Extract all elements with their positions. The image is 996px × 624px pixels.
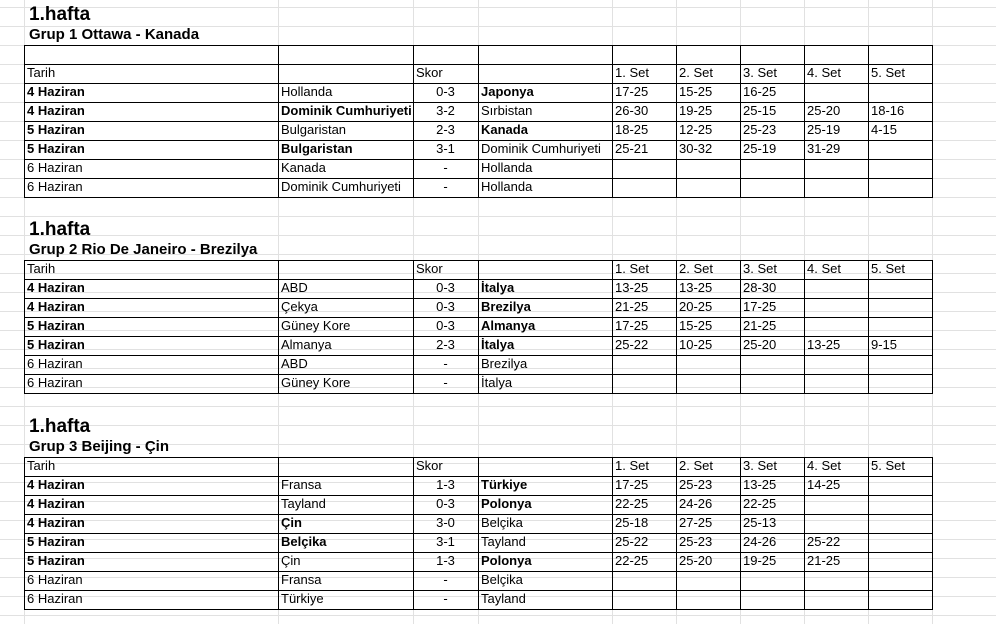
set-score-3[interactable] xyxy=(740,178,804,197)
header-set-5[interactable]: 5. Set xyxy=(871,261,905,276)
set-score-3[interactable]: 24-26 xyxy=(743,534,777,549)
away-team[interactable]: Türkiye xyxy=(481,477,528,492)
away-team[interactable]: Brezilya xyxy=(481,356,528,371)
cell-border xyxy=(478,457,479,610)
set-score-4[interactable]: 13-25 xyxy=(807,337,841,352)
cell-border xyxy=(612,260,613,394)
header-set-5[interactable]: 5. Set xyxy=(871,458,905,473)
set-score-4[interactable] xyxy=(804,178,868,197)
set-score-1[interactable]: 25-18 xyxy=(615,515,649,530)
cell-border xyxy=(278,457,279,610)
match-score[interactable]: 0-3 xyxy=(436,280,455,295)
set-score-3[interactable]: 21-25 xyxy=(743,318,777,333)
cell-border xyxy=(932,45,933,198)
set-score-2[interactable]: 25-23 xyxy=(679,534,713,549)
set-score-2[interactable]: 30-32 xyxy=(679,141,713,156)
set-score-5[interactable] xyxy=(868,355,932,374)
set-score-1[interactable]: 26-30 xyxy=(615,103,649,118)
cell-border xyxy=(278,260,279,394)
gridline xyxy=(0,406,996,407)
set-score-4[interactable]: 25-19 xyxy=(807,122,841,137)
cell-border xyxy=(478,45,479,198)
away-team[interactable]: Hollanda xyxy=(481,160,533,175)
away-team[interactable]: Dominik Cumhuriyeti xyxy=(481,141,601,156)
home-team[interactable]: Dominik Cumhuriyeti xyxy=(281,179,401,194)
group-title[interactable]: Grup 1 Ottawa - Kanada xyxy=(29,26,200,43)
header-date[interactable]: Tarih xyxy=(27,65,56,80)
set-score-2[interactable] xyxy=(676,178,740,197)
match-date[interactable]: 5 Haziran xyxy=(27,534,85,549)
match-score[interactable]: - xyxy=(443,375,448,390)
set-score-3[interactable]: 19-25 xyxy=(743,553,777,568)
cell-border xyxy=(24,260,25,394)
set-score-2[interactable]: 15-25 xyxy=(679,318,713,333)
match-date[interactable]: 4 Haziran xyxy=(27,84,85,99)
cell-border xyxy=(740,260,741,394)
set-score-5[interactable]: 9-15 xyxy=(871,337,898,352)
set-score-4[interactable] xyxy=(804,514,868,533)
home-team[interactable]: Dominik Cumhuriyeti xyxy=(281,103,412,118)
match-date[interactable]: 6 Haziran xyxy=(27,572,83,587)
cell-border xyxy=(932,260,933,394)
set-score-3[interactable] xyxy=(740,355,804,374)
match-score[interactable]: - xyxy=(443,572,448,587)
set-score-1[interactable] xyxy=(612,571,676,590)
set-score-4[interactable] xyxy=(804,590,868,609)
away-team[interactable]: Japonya xyxy=(481,84,534,99)
set-score-1[interactable] xyxy=(612,355,676,374)
set-score-5[interactable] xyxy=(868,298,932,317)
match-score[interactable]: 0-3 xyxy=(436,318,455,333)
home-team[interactable]: ABD xyxy=(281,356,308,371)
set-score-5[interactable] xyxy=(868,178,932,197)
cell-border xyxy=(868,457,869,610)
home-team[interactable]: Güney Kore xyxy=(281,375,351,390)
set-score-3[interactable]: 25-23 xyxy=(743,122,777,137)
set-score-5[interactable] xyxy=(868,159,932,178)
set-score-1[interactable]: 17-25 xyxy=(615,477,649,492)
set-score-2[interactable]: 10-25 xyxy=(679,337,713,352)
cell-border xyxy=(804,45,805,198)
match-score[interactable]: 2-3 xyxy=(436,122,455,137)
away-team[interactable]: Hollanda xyxy=(481,179,533,194)
header-set-2[interactable]: 2. Set xyxy=(679,261,713,276)
home-team[interactable]: Bulgaristan xyxy=(281,122,347,137)
match-score[interactable]: 0-3 xyxy=(436,496,455,511)
home-team[interactable]: Türkiye xyxy=(281,591,324,606)
set-score-4[interactable] xyxy=(804,317,868,336)
match-score[interactable]: 3-1 xyxy=(436,141,455,156)
set-score-2[interactable]: 25-20 xyxy=(679,553,713,568)
set-score-4[interactable] xyxy=(804,495,868,514)
set-score-5[interactable] xyxy=(868,571,932,590)
set-score-2[interactable] xyxy=(676,374,740,393)
match-score[interactable]: 3-2 xyxy=(436,103,455,118)
set-score-2[interactable]: 27-25 xyxy=(679,515,713,530)
away-team[interactable]: Tayland xyxy=(481,591,526,606)
home-team[interactable]: Çin xyxy=(281,553,301,568)
set-score-3[interactable] xyxy=(740,374,804,393)
set-score-1[interactable]: 22-25 xyxy=(615,496,649,511)
set-score-5[interactable] xyxy=(868,374,932,393)
set-score-2[interactable] xyxy=(676,590,740,609)
gridline xyxy=(0,216,996,217)
away-team[interactable]: Tayland xyxy=(481,534,526,549)
home-team[interactable]: Belçika xyxy=(281,534,327,549)
set-score-4[interactable]: 14-25 xyxy=(807,477,841,492)
header-score[interactable]: Skor xyxy=(416,458,443,473)
match-date[interactable]: 5 Haziran xyxy=(27,337,85,352)
week-title[interactable]: 1.hafta xyxy=(29,416,91,437)
match-date[interactable]: 5 Haziran xyxy=(27,553,85,568)
set-score-1[interactable]: 17-25 xyxy=(615,318,649,333)
away-team[interactable]: İtalya xyxy=(481,337,515,352)
set-score-1[interactable]: 17-25 xyxy=(615,84,649,99)
cell-border xyxy=(413,260,414,394)
match-date[interactable]: 4 Haziran xyxy=(27,280,85,295)
set-score-1[interactable]: 22-25 xyxy=(615,553,649,568)
match-score[interactable]: 2-3 xyxy=(436,337,455,352)
match-score[interactable]: 3-1 xyxy=(436,534,455,549)
cell-border xyxy=(24,457,25,610)
header-set-4[interactable]: 4. Set xyxy=(807,458,841,473)
set-score-2[interactable] xyxy=(676,159,740,178)
set-score-5[interactable] xyxy=(868,476,932,495)
away-team[interactable]: İtalya xyxy=(481,375,513,390)
match-date[interactable]: 6 Haziran xyxy=(27,356,83,371)
set-score-4[interactable]: 25-20 xyxy=(807,103,841,118)
cell-border xyxy=(612,457,613,610)
set-score-1[interactable]: 18-25 xyxy=(615,122,649,137)
set-score-4[interactable] xyxy=(804,571,868,590)
away-team[interactable]: Almanya xyxy=(481,318,536,333)
header-set-2[interactable]: 2. Set xyxy=(679,458,713,473)
set-score-5[interactable] xyxy=(868,317,932,336)
match-date[interactable]: 6 Haziran xyxy=(27,375,83,390)
week-title[interactable]: 1.hafta xyxy=(29,4,91,25)
set-score-1[interactable] xyxy=(612,159,676,178)
set-score-5[interactable] xyxy=(868,590,932,609)
set-score-2[interactable] xyxy=(676,355,740,374)
cell-border xyxy=(478,260,479,394)
set-score-3[interactable] xyxy=(740,159,804,178)
set-score-5[interactable] xyxy=(868,279,932,298)
set-score-5[interactable] xyxy=(868,533,932,552)
set-score-4[interactable] xyxy=(804,279,868,298)
set-score-1[interactable]: 25-22 xyxy=(615,337,649,352)
header-set-1[interactable]: 1. Set xyxy=(615,65,649,80)
cell-border xyxy=(413,457,414,610)
match-date[interactable]: 6 Haziran xyxy=(27,160,83,175)
match-score[interactable]: 1-3 xyxy=(436,553,455,568)
set-score-4[interactable] xyxy=(804,374,868,393)
set-score-1[interactable]: 21-25 xyxy=(615,299,649,314)
home-team[interactable]: Çekya xyxy=(281,299,318,314)
set-score-4[interactable] xyxy=(804,298,868,317)
group-title[interactable]: Grup 3 Beijing - Çin xyxy=(29,438,170,455)
header-score[interactable]: Skor xyxy=(416,261,443,276)
home-team[interactable]: Kanada xyxy=(281,160,326,175)
away-team[interactable]: Polonya xyxy=(481,553,532,568)
header-date[interactable]: Tarih xyxy=(27,261,56,276)
match-date[interactable]: 6 Haziran xyxy=(27,591,83,606)
set-score-1[interactable]: 13-25 xyxy=(615,280,649,295)
cell-border xyxy=(932,457,933,610)
cell-border xyxy=(676,457,677,610)
match-score[interactable]: - xyxy=(443,591,448,606)
cell-border xyxy=(612,45,613,198)
set-score-3[interactable]: 25-19 xyxy=(743,141,777,156)
week-title[interactable]: 1.hafta xyxy=(29,219,91,240)
match-score[interactable]: 0-3 xyxy=(436,299,455,314)
match-date[interactable]: 5 Haziran xyxy=(27,141,85,156)
set-score-4[interactable] xyxy=(804,83,868,102)
set-score-1[interactable] xyxy=(612,590,676,609)
match-score[interactable]: - xyxy=(443,356,448,371)
match-score[interactable]: 1-3 xyxy=(436,477,455,492)
set-score-2[interactable]: 15-25 xyxy=(679,84,713,99)
match-score[interactable]: - xyxy=(443,160,448,175)
home-team[interactable]: Bulgaristan xyxy=(281,141,353,156)
match-date[interactable]: 4 Haziran xyxy=(27,515,85,530)
cell-border xyxy=(24,45,25,198)
cell-border xyxy=(804,260,805,394)
set-score-4[interactable] xyxy=(804,355,868,374)
cell-border xyxy=(868,45,869,198)
home-team[interactable]: Çin xyxy=(281,515,302,530)
set-score-5[interactable] xyxy=(868,552,932,571)
set-score-5[interactable] xyxy=(868,514,932,533)
away-team[interactable]: Sırbistan xyxy=(481,103,533,118)
away-team[interactable]: Kanada xyxy=(481,122,528,137)
set-score-2[interactable]: 13-25 xyxy=(679,280,713,295)
set-score-2[interactable]: 19-25 xyxy=(679,103,713,118)
set-score-4[interactable]: 21-25 xyxy=(807,553,841,568)
set-score-4[interactable]: 31-29 xyxy=(807,141,841,156)
set-score-4[interactable] xyxy=(804,159,868,178)
set-score-3[interactable]: 25-20 xyxy=(743,337,777,352)
set-score-2[interactable]: 24-26 xyxy=(679,496,713,511)
set-score-2[interactable] xyxy=(676,571,740,590)
set-score-3[interactable]: 28-30 xyxy=(743,280,777,295)
header-score[interactable]: Skor xyxy=(416,65,443,80)
header-set-5[interactable]: 5. Set xyxy=(871,65,905,80)
set-score-1[interactable] xyxy=(612,178,676,197)
home-team[interactable]: Fransa xyxy=(281,477,322,492)
header-set-2[interactable]: 2. Set xyxy=(679,65,713,80)
set-score-3[interactable]: 13-25 xyxy=(743,477,777,492)
cell-border xyxy=(676,45,677,198)
header-set-3[interactable]: 3. Set xyxy=(743,458,777,473)
header-set-1[interactable]: 1. Set xyxy=(615,261,649,276)
set-score-5[interactable]: 18-16 xyxy=(871,103,905,118)
header-set-3[interactable]: 3. Set xyxy=(743,65,777,80)
home-team[interactable]: Fransa xyxy=(281,572,322,587)
set-score-3[interactable]: 25-15 xyxy=(743,103,777,118)
set-score-5[interactable] xyxy=(868,83,932,102)
set-score-4[interactable]: 25-22 xyxy=(807,534,841,549)
header-set-4[interactable]: 4. Set xyxy=(807,261,841,276)
cell-border xyxy=(676,260,677,394)
header-set-3[interactable]: 3. Set xyxy=(743,261,777,276)
match-score[interactable]: 3-0 xyxy=(436,515,455,530)
cell-border xyxy=(804,457,805,610)
set-score-3[interactable]: 16-25 xyxy=(743,84,777,99)
cell-border xyxy=(740,45,741,198)
cell-border xyxy=(740,457,741,610)
set-score-2[interactable]: 12-25 xyxy=(679,122,713,137)
header-set-1[interactable]: 1. Set xyxy=(615,458,649,473)
set-score-3[interactable]: 17-25 xyxy=(743,299,777,314)
home-team[interactable]: ABD xyxy=(281,280,308,295)
match-date[interactable]: 4 Haziran xyxy=(27,299,85,314)
set-score-3[interactable]: 22-25 xyxy=(743,496,777,511)
header-set-4[interactable]: 4. Set xyxy=(807,65,841,80)
match-date[interactable]: 5 Haziran xyxy=(27,318,85,333)
set-score-2[interactable]: 25-23 xyxy=(679,477,713,492)
set-score-5[interactable] xyxy=(868,140,932,159)
away-team[interactable]: Belçika xyxy=(481,515,523,530)
set-score-3[interactable]: 25-13 xyxy=(743,515,777,530)
away-team[interactable]: Brezilya xyxy=(481,299,531,314)
away-team[interactable]: Polonya xyxy=(481,496,532,511)
home-team[interactable]: Tayland xyxy=(281,496,326,511)
set-score-1[interactable]: 25-21 xyxy=(615,141,649,156)
set-score-5[interactable] xyxy=(868,495,932,514)
cell-border xyxy=(868,260,869,394)
group-title[interactable]: Grup 2 Rio De Janeiro - Brezilya xyxy=(29,241,258,258)
set-score-1[interactable] xyxy=(612,374,676,393)
match-score[interactable]: 0-3 xyxy=(436,84,455,99)
away-team[interactable]: Belçika xyxy=(481,572,523,587)
home-team[interactable]: Hollanda xyxy=(281,84,333,99)
cell-border xyxy=(278,45,279,198)
away-team[interactable]: İtalya xyxy=(481,280,515,295)
set-score-3[interactable] xyxy=(740,590,804,609)
match-date[interactable]: 6 Haziran xyxy=(27,179,83,194)
match-date[interactable]: 5 Haziran xyxy=(27,122,85,137)
home-team[interactable]: Almanya xyxy=(281,337,332,352)
match-score[interactable]: - xyxy=(443,179,448,194)
cell-border xyxy=(413,45,414,198)
match-date[interactable]: 4 Haziran xyxy=(27,103,85,118)
set-score-1[interactable]: 25-22 xyxy=(615,534,649,549)
home-team[interactable]: Güney Kore xyxy=(281,318,351,333)
set-score-5[interactable]: 4-15 xyxy=(871,122,898,137)
set-score-3[interactable] xyxy=(740,571,804,590)
header-date[interactable]: Tarih xyxy=(27,458,56,473)
gridline xyxy=(0,615,996,616)
match-date[interactable]: 4 Haziran xyxy=(27,496,85,511)
set-score-2[interactable]: 20-25 xyxy=(679,299,713,314)
match-date[interactable]: 4 Haziran xyxy=(27,477,85,492)
